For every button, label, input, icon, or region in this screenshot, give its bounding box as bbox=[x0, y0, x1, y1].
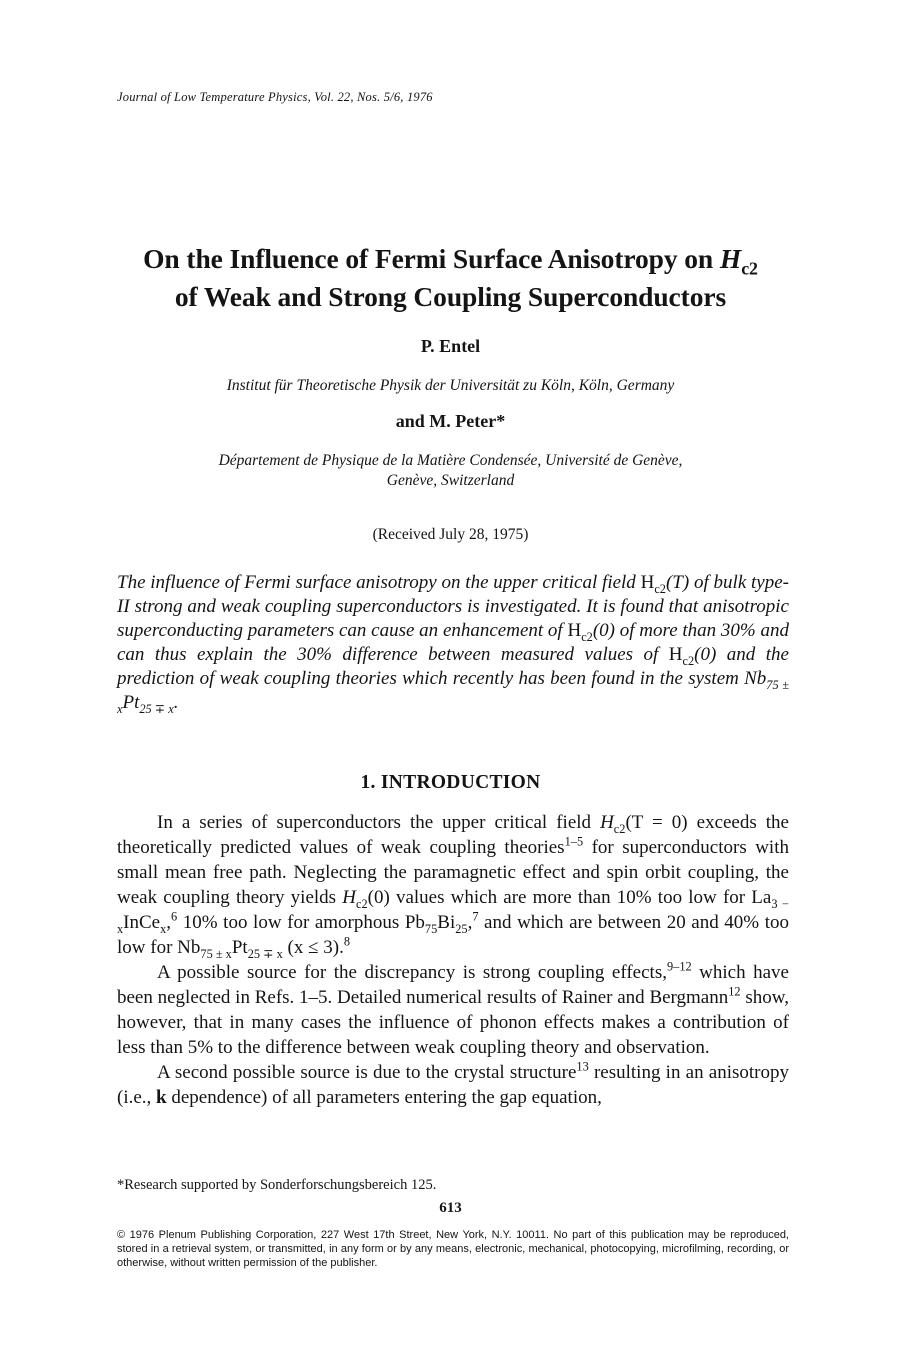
footnote: *Research supported by Sonderforschungsbereich 125. bbox=[117, 1177, 437, 1193]
page-number: 613 bbox=[439, 1200, 462, 1216]
received-date: (Received July 28, 1975) bbox=[372, 526, 529, 543]
author-2: and M. Peter* bbox=[395, 411, 506, 431]
body-text bbox=[117, 810, 789, 1110]
paragraph-1: In a series of superconductors the upper critical field $H_{c2}(T = 0)$ exceeds the theoretically predicted values of weak coupling theories$^{1-5}$ for superconductors with small mean free path. Neglecting the paramagnetic effect and spin orbit coupling, the weak coupling theory yields $H_{c2}(0)$ values which are more than 10% too low for $La_{3 - x}InCe_x,^6$ 10% too low for amorphous $Pb_{75}Bi_{25},^7$ and which are between 20 and 40% too low for $Nb_{75 \pm x}Pt_{25 \mp x}$ (x ≤ 3).$^8$ bbox=[117, 812, 789, 961]
section-heading: 1. INTRODUCTION bbox=[360, 772, 541, 793]
journal-header: Journal of Low Temperature Physics, Vol. 22, Nos. 5/6, 1976 bbox=[117, 90, 433, 104]
paragraph-2: A possible source for the discrepancy is strong coupling effects,$^{9-12}$ which have been neglected in Refs. 1–5. Detailed numerical results of Rainer and Bergmann$^{12}$ show, however, that in many cases the influence of phonon effects makes a contribution of less than 5% to the difference between weak coupling theory and observation. bbox=[117, 959, 789, 1058]
affiliation-2: Département de Physique de la Matière Condensée, Université de Genève, Genève, Switzerland bbox=[218, 452, 683, 489]
author-1: P. Entel bbox=[420, 336, 481, 356]
copyright-notice: © 1976 Plenum Publishing Corporation, 227 West 17th Street, New York, N.Y. 10011. No part of this publication may be reproduced, stored in a retrieval system, or transmitted, in any form or by any means, electronic, mechanical, photocopying, microfilming, recording, or otherwise, without written permission of the publisher. bbox=[117, 1229, 789, 1269]
paragraph-3: A second possible source is due to the crystal structure$^{13}$ resulting in an anisotropy (i.e., k dependence) of all parameters entering the gap equation, bbox=[117, 1059, 790, 1108]
paper-title: On the Influence of Fermi Surface Anisotropy on $H_{c2}$ of Weak and Strong Coupling Superconductors bbox=[143, 243, 758, 312]
affiliation-1: Institut für Theoretische Physik der Universität zu Köln, Köln, Germany bbox=[226, 377, 675, 394]
abstract: The influence of Fermi surface anisotropy on the upper critical field $H_{c2}(T)$ of bulk type-II strong and weak coupling superconductors is investigated. It is found that anisotropic superconducting parameters can cause an enhancement of $H_{c2}(0)$ of more than 30% and can thus explain the 30% difference between measured values of $H_{c2}(0)$ and the prediction of weak coupling theories which recently has been found in the system $Nb_{75 \pm x}Pt_{25 \mp x}$. bbox=[117, 572, 789, 716]
